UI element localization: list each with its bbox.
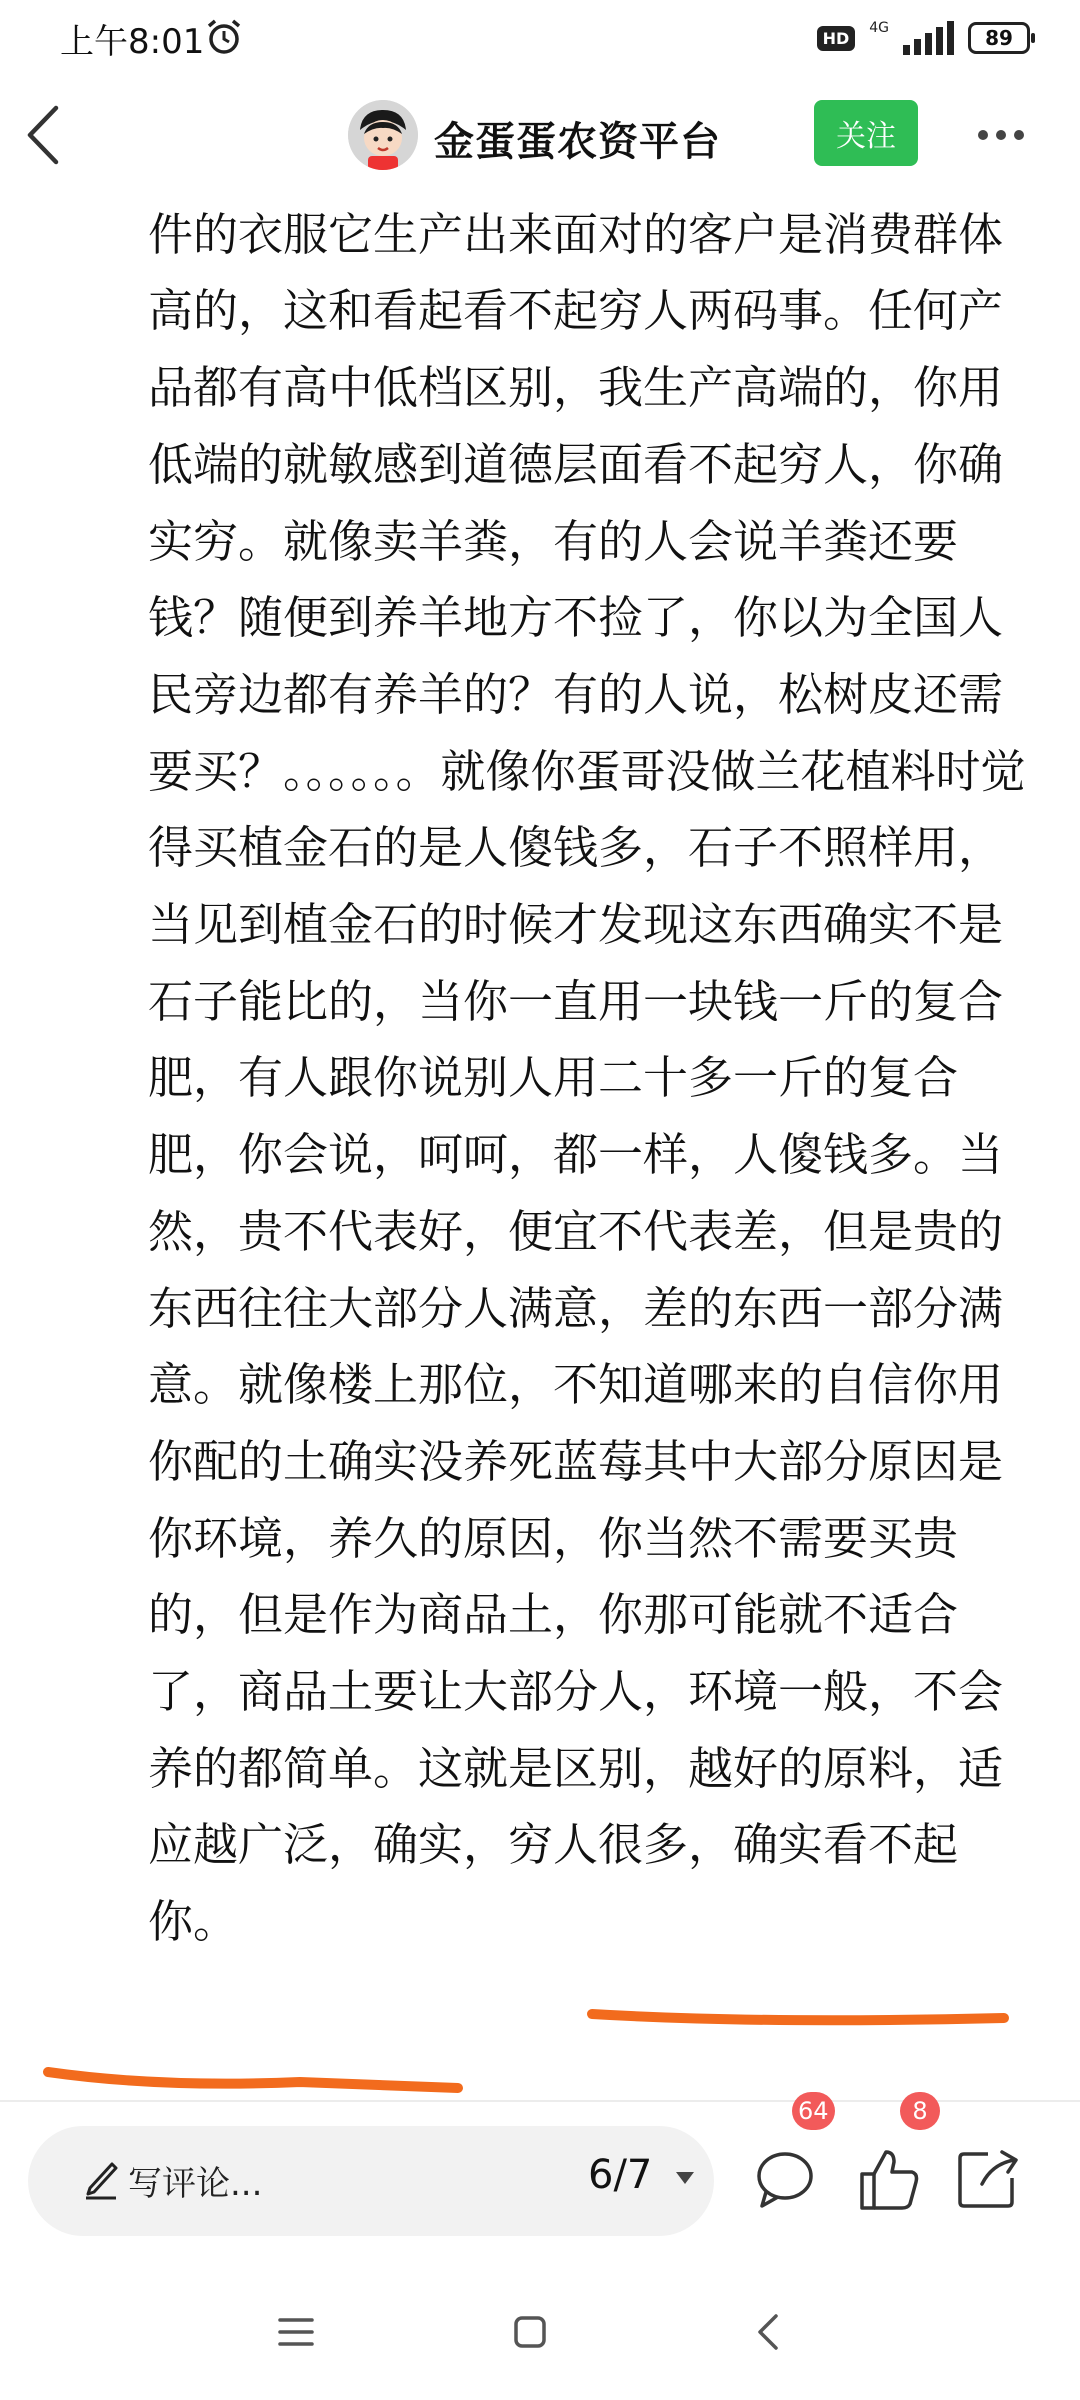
- status-bar: [0, 0, 1080, 80]
- app-header: [0, 80, 1080, 190]
- thumbs-up-icon[interactable]: [854, 2144, 924, 2214]
- back-arrow-icon[interactable]: [20, 102, 70, 168]
- comment-input[interactable]: [28, 2126, 714, 2236]
- like-count-badge: 8: [900, 2092, 940, 2130]
- home-square-icon[interactable]: [500, 2302, 560, 2362]
- battery-level: 89: [985, 26, 1013, 50]
- more-options-icon[interactable]: [978, 120, 1038, 150]
- avatar-cartoon-icon: [348, 100, 418, 170]
- nav-back-icon[interactable]: [740, 2302, 800, 2362]
- hd-badge: HD: [817, 26, 856, 51]
- comment-icon[interactable]: [750, 2144, 820, 2214]
- signal-icon: [903, 21, 954, 55]
- caret-down-icon[interactable]: [674, 2170, 696, 2186]
- status-indicators: [817, 18, 1030, 58]
- article-content: [0, 190, 1080, 2070]
- network-type: 4G: [869, 20, 889, 36]
- share-icon[interactable]: [952, 2144, 1022, 2214]
- battery-icon: [968, 22, 1030, 54]
- avatar[interactable]: [348, 100, 418, 170]
- system-navigation-bar: [0, 2280, 1080, 2400]
- alarm-icon: [205, 18, 243, 56]
- pencil-icon: [82, 2152, 120, 2200]
- comment-count-badge: 64: [792, 2092, 835, 2130]
- comment-placeholder: 写评论...: [128, 2164, 263, 2204]
- article-text: 件的衣服它生产出来面对的客户是消费群体高的，这和看起看不起穷人两码事。任何产品都有高中低档区别，我生产高端的，你用低端的就敏感到道德层面看不起穷人，你确实穷。就像卖羊粪，有的人会说羊粪还要钱？随便到养羊地方不捡了，你以为全国人民旁边都有养羊的？有的人说，松树皮还需要买？。。。。。。就像你蛋哥没做兰花植料时觉得买植金石的是人傻钱多，石子不照样用，当见到植金石的时候才发现这东西确实不是石子能比的，当你一直用一块钱一斤的复合肥，有人跟你说别人用二十多一斤的复合肥，你会说，呵呵，都一样，人傻钱多。当然，贵不代表好，便宜不代表差，但是贵的东西往往大部分人满意，差的东西一部分满意。就像楼上那位，不知道哪来的自信你用你配的土确实没养死蓝莓其中大部分原因是你环境，养久的原因，你当然不需要买贵的，但是作为商品土，你那可能就不适合了，商品土要让大部分人，环境一般，不会养的都简单。这就是区别，越好的原料，适应越广泛，确实，穷人很多，确实看不起你。: [148, 207, 1026, 1949]
- menu-icon[interactable]: [266, 2302, 326, 2362]
- account-name[interactable]: 金蛋蛋农资平台: [434, 119, 721, 165]
- status-time: 上午8:01: [60, 22, 205, 62]
- page-indicator[interactable]: 6/7: [588, 2152, 653, 2198]
- follow-button[interactable]: 关注: [814, 100, 918, 166]
